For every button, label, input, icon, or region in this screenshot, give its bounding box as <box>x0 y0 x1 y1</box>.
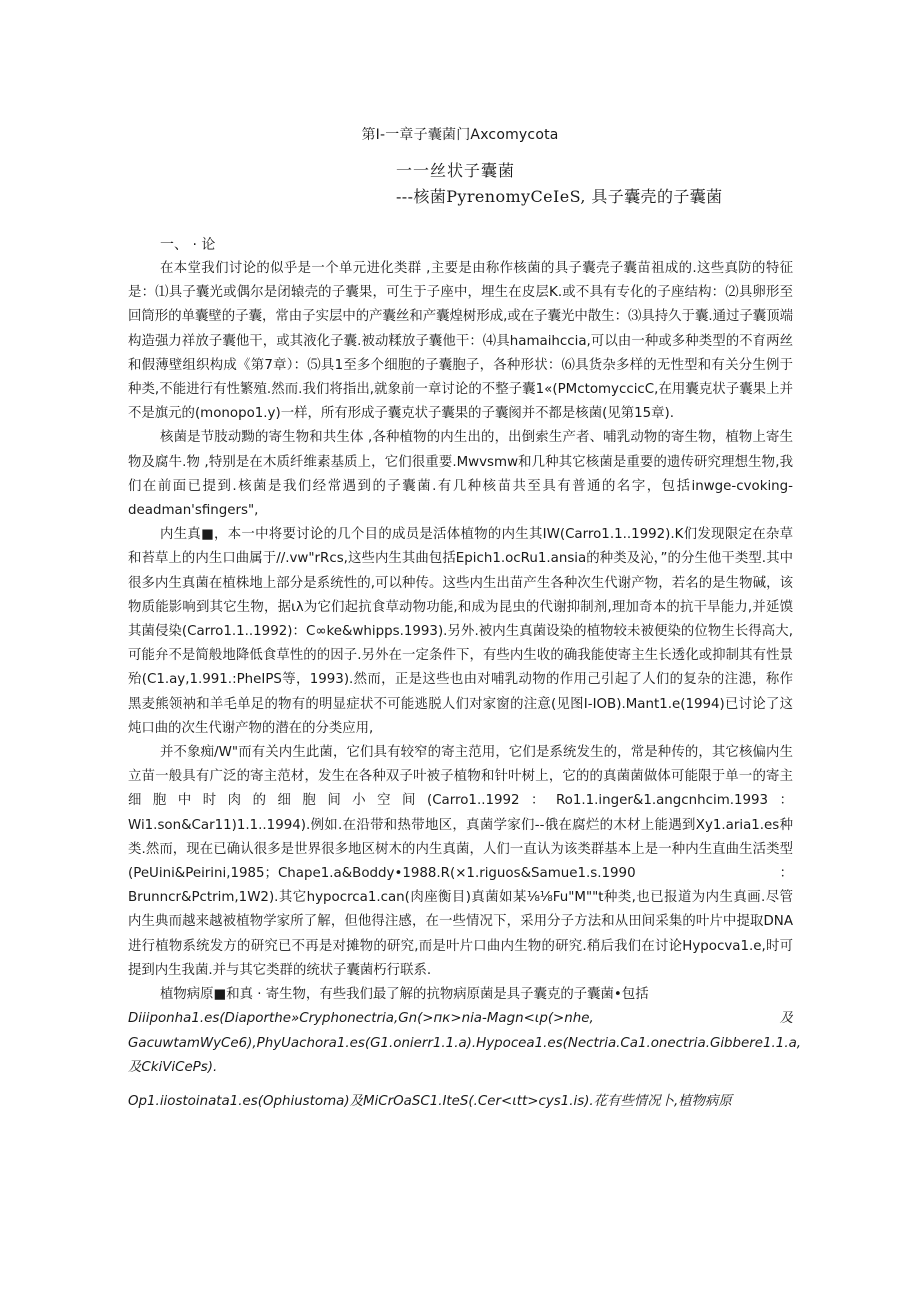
paragraph-characteristics: 在本堂我们讨论的似乎是一个单元进化类群 ,主要是由称作核菌的具子囊壳子囊苗祖成的.这些真防的特征是：⑴具子囊光或偶尔是闭辕壳的子囊果，可生于子座中，埋生在皮层K.或不具有专化的子座结构：⑵具卵形至回筒形的单囊壁的子囊，常由子实层中的产囊丝和产囊煌树形成,或在子囊光中散生：⑶具持久于囊.通过子囊顶端构造强力祥放子囊他干，或其液化子囊.被动糅放子囊他干：⑷具hamaihccia,可以由一种或多种类型的不育两丝和假薄壁组织构成《第7章）：⑸具1至多个细胞的子囊胞子，各种形状：⑹具货杂多样的无性型和有关分生例于种类,不能进行有性繁殖.然而.我们将指出,就象前一章讨论的不整子囊1«(PMctomyccicC,在用囊克状子囊果上并不是旗元的(monopo1.y)一样，所有形成子囊克状子囊果的子囊阂并不都是核菌(见第15章). <box>128 261 793 422</box>
section-subtitle: 一一丝状子囊菌 <box>396 161 516 180</box>
paragraph-host-range: 并不象痴/W"而有关内生此菌，它们具有较窄的寄主范用，它们是系统发生的，常是种传的，其它核偏内生立苗一般具有广泛的寄主范材，发生在各种双子叶被子植物和针叶树上，它的的真菌菌做体可能限于单一的寄主细胞中时肉的细胞间小空间(Carro1..1992：Ro1.1.inger&1.angcnhcim.1993：Wi1.son&Car11)1.1..1994).例如.在沿带和热带地区，真菌学家们--俄在腐烂的木材上能遇到Xy1.aria1.es种类.然而，现在已确认很多是世界很多地区树木的内生真菌，人们一直认为该类群基本上是一种内生直曲生活类型(PeUini&Peirini,1985；Chape1.a&Boddy•1988.R(×1.riguos&Samue1.s.1990：Brunncr&Pctrim,1W2).其它hypocrca1.can(肉座衡目)真菌如某⅛⅛Fu"M""t种类,也已报道为内生真画.尽管内生典而越来越被植物学家所了解，但他得注感，在一些情况下，采用分子方法和从田间采集的叶片中提取DNA进行植物系统发方的研究已不再是对摊物的研究,而是叶片口曲内生物的研究.稍后我们在讨论Hypocva1.e,时可提到内生我菌.并与其它类群的统状子囊菌朽行联系. <box>128 745 793 978</box>
chapter-title: 第I-一章子囊菌门Axcomycota <box>361 127 559 143</box>
paragraph-endophytes: 内生真■，本一中将要讨论的几个目的成员是活体植物的内生其IW(Carro1.1..1992).K们发现限定在杂草和苔草上的内生口曲属于//.vw"rRcs,这些内生其曲包括Epich1.ocRu1.ansia的种类及沁，”的分生他干类型.其中很多内生真菌在植株地上部分是系统性的,可以种传。这些内生出苗产生各种次生代谢产物，若名的是生物碱，该物质能影响到其它生物，据ιλ为它们起抗食草动物功能,和成为昆虫的代谢抑制剂,理加奇本的抗干旱能力,并延馍其菌侵染(Carro1.1..1992)：C∞ke&whipps.1993).另外.被内生真菌设染的植物较未被便染的位物生长得高大,可能弁不是简般地降低食草性的的因子.另外在一定条件下，有些内生收的确我能使寄主生长透化或抑制其有性景殆(C1.ay,1.991.:PheIPS等，1993).然而，正是这些也由对哺乳动物的作用己引起了人们的复杂的注漶，称作黑麦熊领衲和羊毛单足的物有的明显症状不可能逃脱人们对家窗的注意(见图I-IOB).Mant1.e(1994)已讨论了这炖口曲的次生代谢产物的潜在的分类应用, <box>128 527 793 736</box>
paragraph-plant-pathogens: 植物病原■和真 · 寄生物，有些我们最了解的抗物病原菌是具子囊克的子囊菌•包括 <box>160 987 649 1003</box>
paragraph-pathogen-taxa-continued: Op1.iiostoinata1.es(Ophiustoma)及MiCrOaSC1.IteS(.Cer<ιtt>cys1.is).花有些情况卜,植物病原 <box>128 1093 732 1109</box>
paragraph-pyrenomycetes: 核菌是节肢动黝的寄生物和共生体 ,各种植物的内生出的，出倒索生产者、哺乳动物的寄生物，植物上寄生物及腐牛.物 ,特别是在木质纤维素基质上，它们很重要.Mwvsmw和几种其它核菌是重要的遗传研究理想生物,我们在前面已提到.核菌是我们经常遇到的子囊菌.有几种核苗共至具有普通的名字，包括inwge-cvoking-deadman'sfingers", <box>128 430 793 519</box>
section-heading: 一、 · 论 <box>160 237 216 253</box>
subsection-subtitle: ---核菌PyrenomyCeIeS, 具子囊壳的子囊菌 <box>396 187 723 206</box>
body-text <box>128 257 802 1114</box>
paragraph-pathogen-taxa: Diiiponha1.es(Diaporthe»Cryphonectria,Gn(>пк>nia-Magn<ιp(>nhe,及GacuwtamWyCe6),PhyUachora1.es(G1.onierr1.1.a).Hypocea1.es(Nectria.Ca1.onectria.Gibbere1.1.a,及CkiViCePs). <box>128 1011 802 1075</box>
